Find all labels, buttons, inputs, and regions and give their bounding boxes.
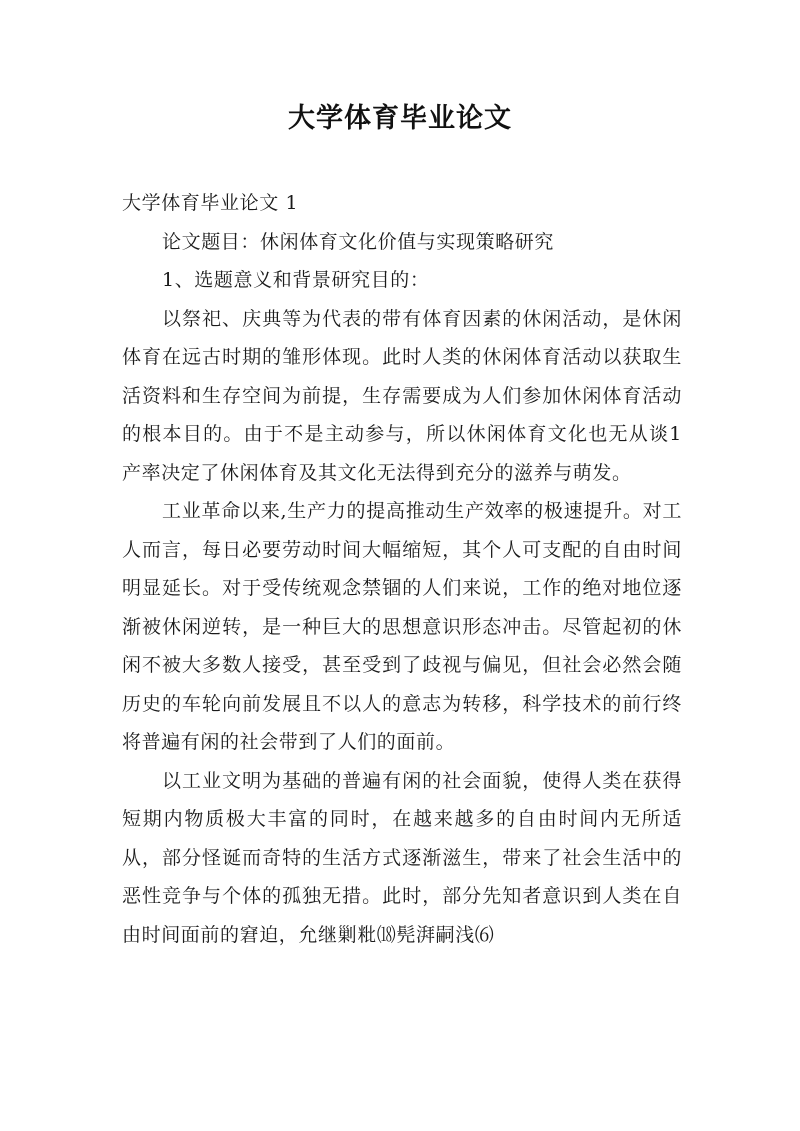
document-body [122,184,682,954]
section-heading: 大学体育毕业论文 1 [122,192,299,214]
paragraph: 以工业文明为基础的普遍有闲的社会面貌，使得人类在获得短期内物质极大丰富的同时，在越来越多的自由时间内无所适从，部分怪诞而奇特的生活方式逐渐滋生，带来了社会生活中的恶性竞争与个体的孤独无措。此时，部分先知者意识到人类在自由时间面前的窘迫，允继剿粃⒅髡湃嗣浅⑹ [122,769,682,946]
thesis-topic: 论文题目：休闲体育文化价值与实现策略研究 [162,230,555,253]
paragraph: 工业革命以来,生产力的提高推动生产效率的极速提升。对工人而言，每日必要劳动时间大幅缩短，其个人可支配的自由时间明显延长。对于受传统观念禁锢的人们来说，工作的绝对地位逐渐被休闲逆转，是一种巨大的思想意识形态冲击。尽管起初的休闲不被大多数人接受，甚至受到了歧视与偏见，但社会必然会随历史的车轮向前发展且不以人的意志为转移，科学技术的前行终将普遍有闲的社会带到了人们的面前。 [122,500,682,753]
subheading: 1、选题意义和背景研究目的： [162,269,430,291]
document-title: 大学体育毕业论文 [288,103,512,134]
paragraph: 以祭祀、庆典等为代表的带有体育因素的休闲活动，是休闲体育在远古时期的雏形体现。此时人类的休闲体育活动以获取生活资料和生存空间为前提，生存需要成为人们参加休闲体育活动的根本目的。由于不是主动参与，所以休闲体育文化也无从谈1产率决定了休闲体育及其文化无法得到充分的滋养与萌发。 [122,307,682,484]
